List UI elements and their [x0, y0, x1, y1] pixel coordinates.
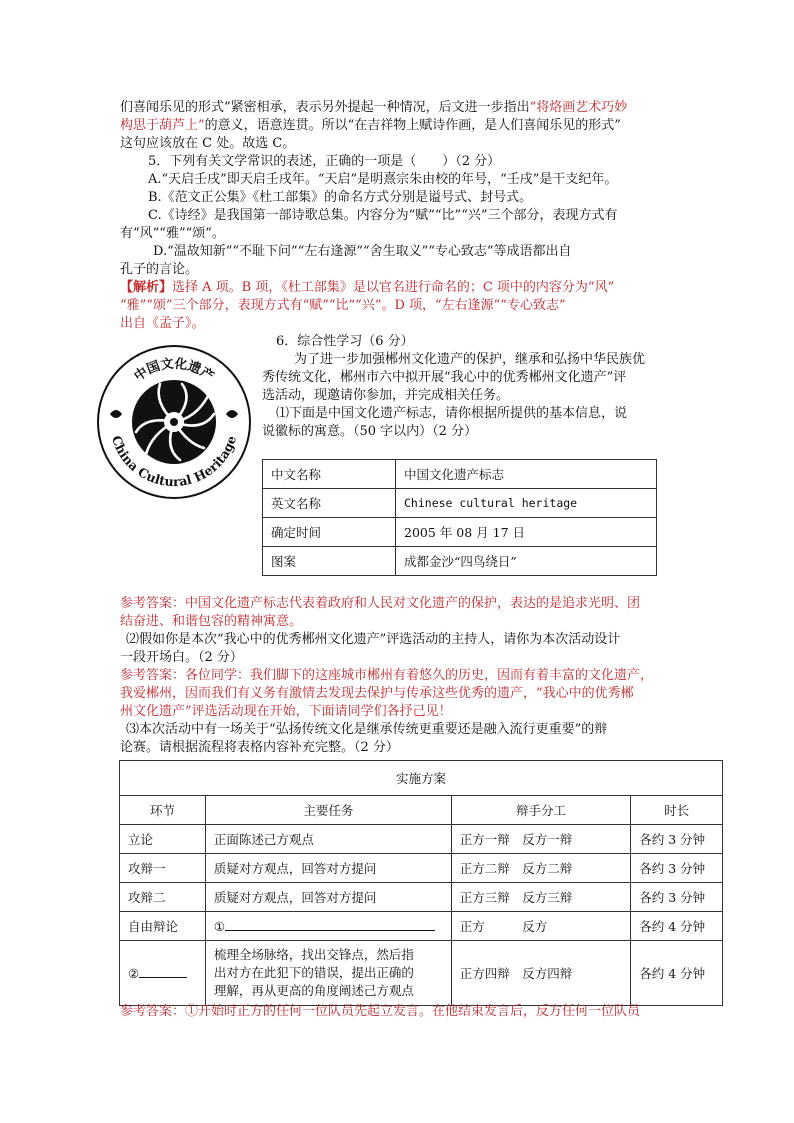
analysis-line-2: [120, 117, 621, 135]
q6-sub3-1: ⑶本次活动中有一场关于“弘扬传统文化是继承传统更重要还是融入流行更重要”的辩: [126, 722, 608, 737]
plan-cell-text: ①: [213, 918, 226, 934]
plan-cell: [631, 825, 723, 854]
plan-cell: [451, 912, 630, 941]
plan-cell-text: 攻辩二: [128, 890, 166, 905]
plan-cell: [205, 883, 451, 912]
q5-option-c-cont: 有“风”“雅”“颂”。: [120, 226, 225, 241]
plan-cell: [205, 825, 451, 854]
analysis-segment: 构思于葫芦上”: [120, 118, 205, 133]
plan-cell-text: 各约 3 分钟: [639, 861, 706, 876]
plan-cell-text: 立论: [128, 832, 154, 847]
info-row: [263, 460, 657, 489]
q5-analysis-3: 出自《孟子》。: [120, 316, 205, 331]
plan-cell-text: 梳理全场脉络，找出交锋点，然后指: [213, 947, 414, 962]
plan-cell: [631, 912, 723, 941]
plan-cell: [120, 941, 206, 1006]
china-cultural-heritage-logo: [96, 344, 252, 500]
fill-in-blank[interactable]: [225, 930, 435, 931]
answer-text: 各位同学：我们脚下的这座城市郴州有着悠久的历史，因而有着丰富的文化遗产，: [185, 668, 654, 683]
plan-cell-text: 自由辩论: [128, 919, 179, 934]
info-row: [263, 518, 657, 547]
info-value: 成都金沙“四鸟绕日”: [396, 547, 657, 576]
q5-option-d: D.“温故知新”“不耻下问”“左右逢源”“舍生取义”“专心致志”等成语都出自: [153, 244, 572, 259]
plan-header-row: [120, 796, 723, 825]
plan-cell-text: 正方二辩 反方二辩: [459, 861, 573, 876]
plan-cell-text: 正方三辩 反方三辩: [459, 890, 573, 905]
plan-cell: [120, 912, 206, 941]
plan-header-cell: 辩手分工: [451, 796, 630, 825]
plan-row: [120, 912, 723, 941]
info-key: 中文名称: [263, 460, 396, 489]
debate-plan-table: [119, 760, 723, 1006]
q6-sub2-2: 一段开场白。（2 分）: [120, 650, 243, 665]
plan-cell: [451, 883, 630, 912]
plan-cell-text: 各约 3 分钟: [639, 832, 706, 847]
plan-header-cell: 主要任务: [205, 796, 451, 825]
plan-header-cell: 时长: [631, 796, 723, 825]
q5-stem: 5．下列有关文学常识的表述，正确的一项是（ ）（2 分）: [148, 154, 501, 169]
plan-cell-text: ②: [128, 965, 140, 981]
analysis-segment: 的意义，语意连贯。所以“在吉祥物上赋诗作画，是人们喜闻乐见的形式”: [204, 118, 621, 133]
q6-sub2-1: ⑵假如你是本次“我心中的优秀郴州文化遗产”评选活动的主持人，请你为本次活动设计: [126, 632, 621, 647]
plan-cell-text: 攻辩一: [128, 861, 166, 876]
q6-answer1-1: [120, 595, 640, 613]
q5-option-d-cont: 孔子的言论。: [120, 262, 199, 277]
answer-text: 中国文化遗产标志代表着政府和人民对文化遗产的保护，表达的是追求光明、团: [185, 596, 641, 611]
plan-cell: [631, 854, 723, 883]
q6-answer2-2: 我爱郴州，因而我们有义务有激情去发现去保护与传承这些优秀的遗产，“我心中的优秀郴: [120, 686, 634, 701]
plan-row: [120, 854, 723, 883]
plan-cell: [451, 825, 630, 854]
plan-cell: [205, 912, 451, 941]
fill-in-blank[interactable]: [139, 977, 187, 978]
q6-intro-1: 为了进一步加强郴州文化遗产的保护，继承和弘扬中华民族优: [294, 352, 646, 367]
plan-cell-text: 理解，再从更高的角度阐述己方观点: [213, 983, 414, 998]
answer-label: 参考答案：: [120, 596, 186, 611]
analysis-segment: 这句应该放在 C 处。故选 C。: [120, 136, 296, 151]
q6-title: 6．综合性学习（6 分）: [276, 334, 414, 349]
plan-cell-text: 正方一辩 反方一辩: [459, 832, 573, 847]
answer-text: ①开始时正方的任何一位队员先起立发言。在他结束发言后，反方任何一位队员: [185, 1004, 641, 1019]
plan-header-cell: 环节: [120, 796, 206, 825]
analysis-segment: “将烙画艺术巧妙: [529, 100, 628, 115]
plan-cell-text: 正方 反方: [459, 919, 548, 934]
plan-title-row: [120, 761, 723, 796]
plan-cell: [631, 883, 723, 912]
q5-option-b: B.《范文正公集》《杜工部集》的命名方式分别是谥号式、封号式。: [148, 190, 533, 205]
analysis-segment: 们喜闻乐见的形式”紧密相承，表示另外提起一种情况，后文进一步指出: [120, 100, 530, 115]
info-value: Chinese cultural heritage: [396, 489, 657, 518]
q5-analysis-2: “雅”“颂”三个部分，表现方式有“赋”“比”“兴”。D 项，“左右逢源”“专心致志”: [120, 298, 566, 313]
plan-row: [120, 941, 723, 1006]
plan-row: [120, 883, 723, 912]
q6-sub1-2: 说徽标的寓意。（50 字以内）（2 分）: [262, 424, 478, 439]
q6-intro-3: 选活动，现邀请你参加，并完成相关任务。: [262, 388, 510, 403]
q5-analysis-1: [120, 279, 614, 297]
plan-cell-text: 质疑对方观点，回答对方提问: [213, 861, 377, 876]
plan-cell-text: 各约 4 分钟: [639, 919, 706, 934]
plan-cell-text: 正面陈述己方观点: [213, 832, 314, 847]
answer-label: 参考答案：: [120, 668, 186, 683]
plan-cell-text: 质疑对方观点，回答对方提问: [213, 890, 377, 905]
q6-answer2-1: [120, 667, 653, 685]
analysis-label: 【解析】: [120, 280, 173, 295]
plan-cell: 各约 4 分钟: [631, 941, 723, 1006]
logo-info-table: [262, 459, 657, 576]
analysis-line-3: [120, 135, 295, 153]
q5-option-c: C.《诗经》是我国第一部诗歌总集。内容分为“赋”“比”“兴”三个部分，表现方式有: [148, 208, 618, 223]
analysis-line-1: [120, 99, 627, 117]
plan-cell: [120, 825, 206, 854]
info-value: 2005 年 08 月 17 日: [396, 518, 657, 547]
q6-sub1-1: ⑴下面是中国文化遗产标志，请你根据所提供的基本信息，说: [276, 406, 628, 421]
q6-sub3-2: 论赛。请根据流程将表格内容补充完整。（2 分）: [120, 740, 399, 755]
analysis-text: 选择 A 项。B 项，《杜工部集》是以官名进行命名的；C 项中的内容分为“风”: [172, 280, 615, 295]
info-key: 英文名称: [263, 489, 396, 518]
plan-cell: [120, 883, 206, 912]
q5-option-a: A.“天启壬戌”即天启壬戌年。“天启”是明熹宗朱由校的年号，“壬戌”是干支纪年。: [148, 172, 618, 187]
plan-title: 实施方案: [120, 761, 723, 796]
logo-top-text: 中国文化遗产: [131, 356, 217, 385]
answer-label: 参考答案：: [120, 1004, 186, 1019]
info-row: [263, 489, 657, 518]
q6-answer2-3: 州文化遗产”评选活动现在开始，下面请同学们各抒己见！: [120, 704, 452, 719]
q6-answer1-2: 结奋进、和谐包容的精神寓意。: [120, 614, 303, 629]
logo-bottom-text: China Cultural Heritage: [108, 433, 240, 490]
info-row: [263, 547, 657, 576]
plan-row: [120, 825, 723, 854]
info-key: 确定时间: [263, 518, 396, 547]
q6-intro-2: 秀传统文化，郴州市六中拟开展“我心中的优秀郴州文化遗产”评: [262, 370, 627, 385]
plan-cell: [205, 941, 451, 1006]
plan-cell: [120, 854, 206, 883]
q6-answer3-1: [120, 1003, 640, 1021]
info-value: 中国文化遗产标志: [396, 460, 657, 489]
plan-cell: 正方四辩 反方四辩: [451, 941, 630, 1006]
plan-cell: [205, 854, 451, 883]
plan-cell-text: 出对方在此犯下的错误，提出正确的: [213, 965, 414, 980]
info-key: 图案: [263, 547, 396, 576]
plan-cell: [451, 854, 630, 883]
plan-cell-text: 各约 3 分钟: [639, 890, 706, 905]
